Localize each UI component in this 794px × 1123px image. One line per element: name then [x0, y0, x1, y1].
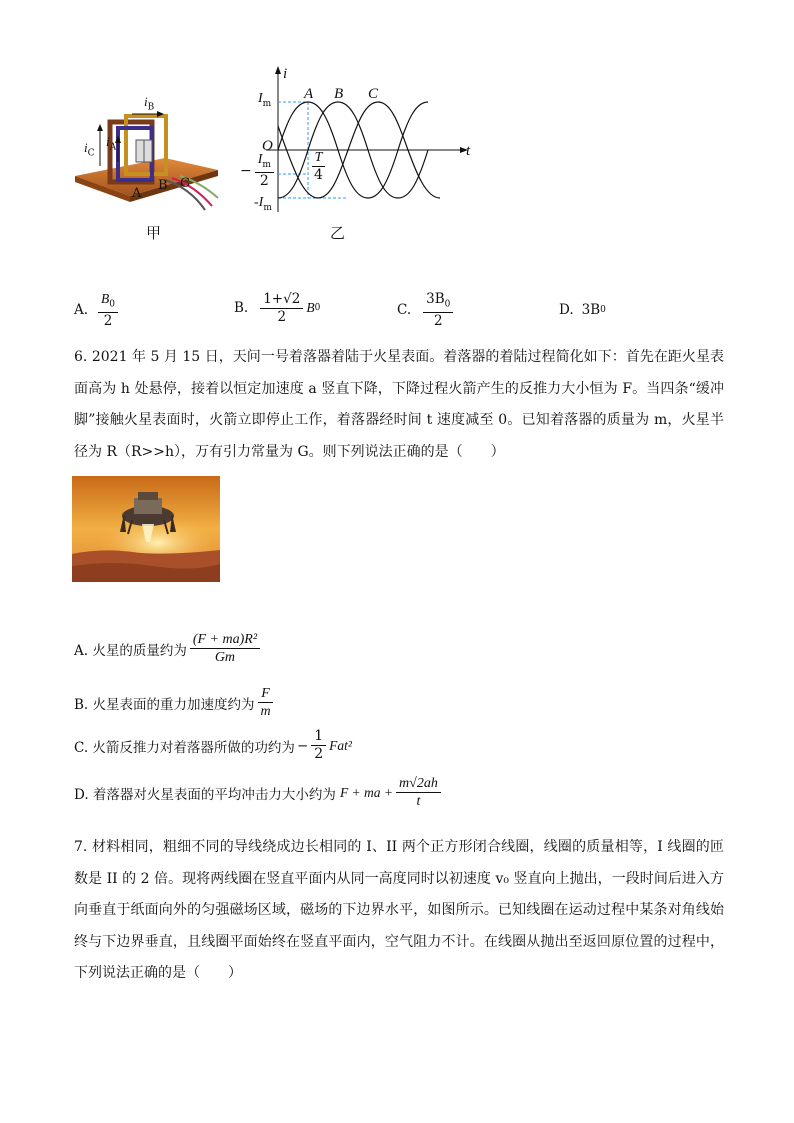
q5-option-c: C. $\frac{3B_0}{2}$ [397, 292, 456, 328]
axis-label-t: t [466, 143, 471, 159]
current-time-graph [236, 62, 486, 222]
q5-option-b: B. $\frac{1+√2}{2}$ B 0 [234, 291, 321, 325]
q5-option-a: A. $\frac{B_0}{2}$ [74, 292, 121, 328]
q7-stem: 7. 材料相同，粗细不同的导线绕成边长相同的 I、II 两个正方形闭合线圈，线圈的质量相等，I 线圈的匝数是 II 的 2 倍。现将两线圈在竖直平面内从同一高度同时以初速度 v₀ 竖直向上抛出，一段时间后进入方向垂直于纸面向外的匀强磁场区域，磁场的下边界水平，如图所示。已知线圈在运动过程中某条对角线始终与下边界垂直，且线圈平面始终在竖直平面内，空气阻力不计。在线圈从抛出至返回原位置的过程中，下列说法正确的是（ ） [74, 839, 724, 981]
curve-label-b: B [334, 86, 344, 102]
q6-stem: 6. 2021 年 5 月 15 日，天问一号着落器着陆于火星表面。着落器的着陆过程简化如下：首先在距火星表面高为 h 处悬停，接着以恒定加速度 a 竖直下降，下降过程火箭产生的反推力大小恒为 F。当四条“缓冲脚”接触火星表面时，火箭立即停止工作，着落器经时间 t 速度减至 0。已知着落器的质量为 m，火星半径为 R（R>>h），万有引力常量为 G。则下列说法正确的是（ ） [74, 349, 724, 460]
q6-option-d: D. 着落器对火星表面的平均冲击力大小约为 F + ma + $\frac{m√2ah}{t}$ [74, 776, 444, 810]
label-c: C [180, 176, 190, 191]
caption-jia: 甲 [146, 224, 162, 242]
curve-label-a: A [304, 86, 314, 102]
quarter-period-label: $\frac{T}{4}$ [308, 150, 329, 184]
q6-option-b: B. 火星表面的重力加速度约为 $\frac{F}{m}$ [74, 686, 277, 720]
apparatus-figure [70, 88, 220, 213]
im-label: $I_m$ [258, 91, 272, 109]
q6-option-a: A. 火星的质量约为 $\frac{\text{(F + ma)R²}}{Gm}$ [74, 632, 263, 666]
origin-label: O [262, 138, 273, 154]
label-ia: $i_A$ [106, 134, 117, 153]
axis-label-i: i [283, 66, 288, 82]
neg-im-label: $-I_m$ [254, 195, 272, 213]
label-a: A [132, 186, 142, 201]
caption-yi: 乙 [330, 224, 346, 242]
q6-option-c: C. 火箭反推力对着落器所做的功约为 − $\frac{1}{2}$ Fat² [74, 728, 352, 763]
label-ib: $i_B$ [144, 94, 155, 113]
q5-option-d: D. 3B 0 [559, 302, 606, 318]
curve-label-c: C [368, 86, 379, 102]
label-ic: $i_C$ [84, 140, 95, 159]
label-b: B [158, 178, 168, 193]
neg-half-im-label: − $\frac{I_m}{2}$ [240, 152, 277, 189]
mars-lander-image [72, 476, 220, 582]
